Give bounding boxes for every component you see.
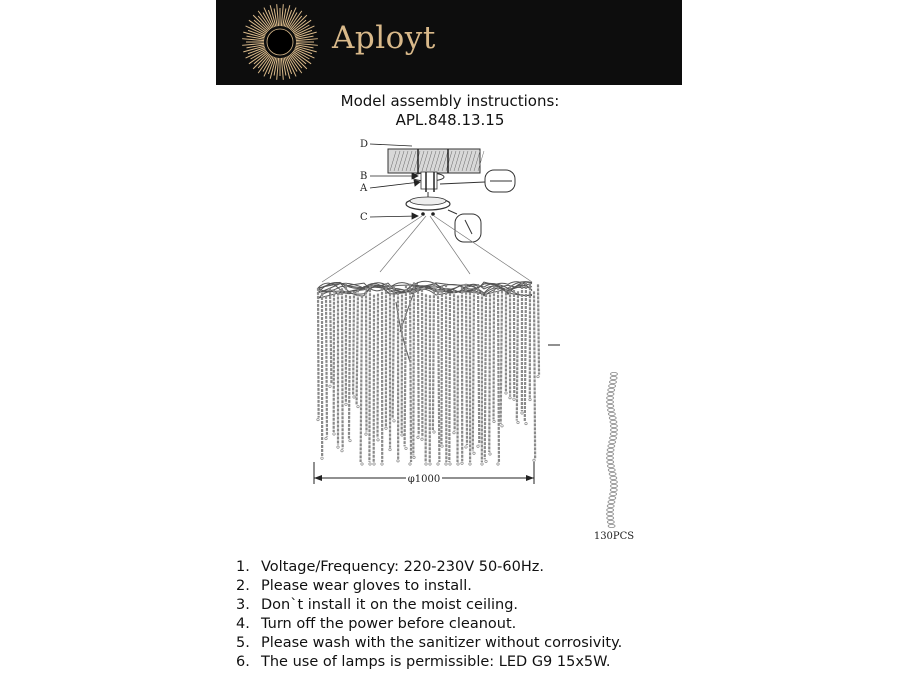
list-item: 1. Voltage/Frequency: 220-230V 50-60Hz. bbox=[236, 559, 544, 575]
brand-banner bbox=[216, 0, 682, 85]
crystal-strands bbox=[317, 282, 539, 465]
crystal-pendant bbox=[607, 372, 618, 527]
part-label-b: B bbox=[360, 171, 368, 182]
list-item: 3. Don`t install it on the moist ceiling. bbox=[236, 597, 519, 613]
part-label-c: C bbox=[360, 212, 368, 223]
model-number: APL.848.13.15 bbox=[395, 111, 505, 129]
diameter-label: φ1000 bbox=[407, 474, 441, 485]
page-title: Model assembly instructions: bbox=[340, 92, 560, 110]
part-label-a: A bbox=[360, 183, 368, 194]
assembly-diagram bbox=[300, 132, 660, 547]
list-item: 6. The use of lamps is permissible: LED G9 15x5W. bbox=[236, 654, 611, 670]
part-label-d: D bbox=[360, 139, 369, 150]
list-item: 4. Turn off the power before cleanout. bbox=[236, 616, 517, 632]
ceiling-plate bbox=[388, 149, 480, 173]
list-item: 5. Please wash with the sanitizer without corrosivity. bbox=[236, 635, 623, 651]
pendant-count-label: 130PCS bbox=[593, 531, 635, 542]
sunburst-logo-icon bbox=[216, 0, 682, 85]
list-item: 2. Please wear gloves to install. bbox=[236, 578, 472, 594]
brand-name: Aployt bbox=[332, 20, 436, 56]
instructions-list bbox=[236, 558, 622, 672]
